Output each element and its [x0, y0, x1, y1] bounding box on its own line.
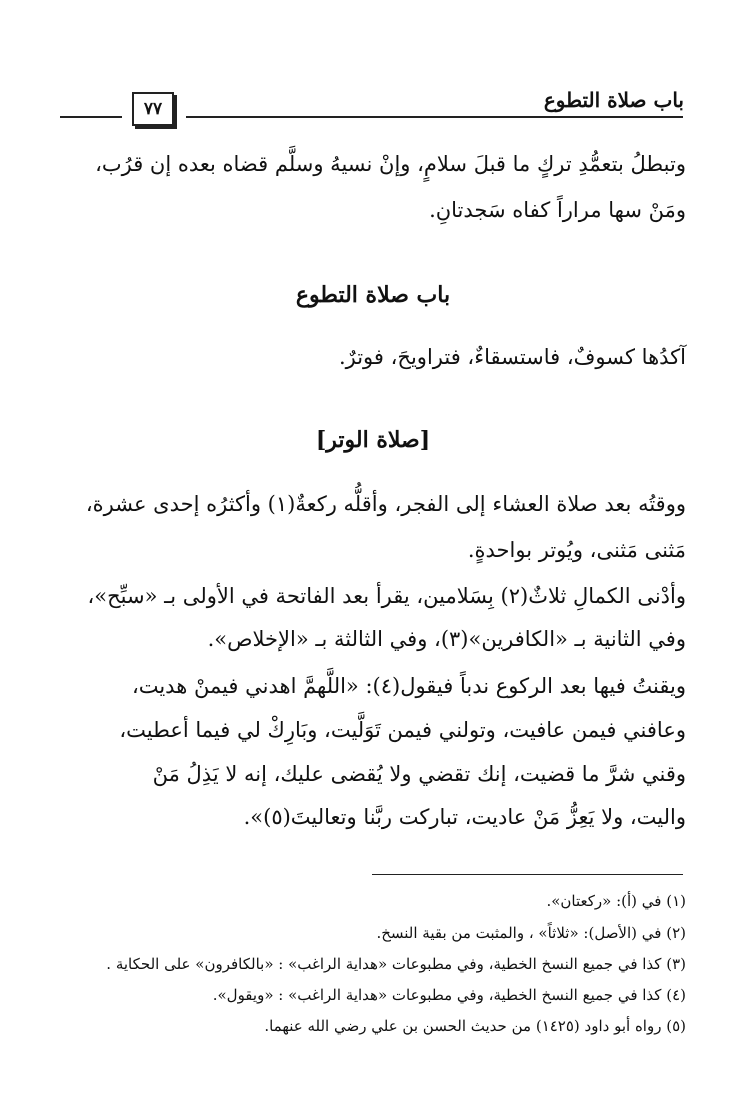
- paragraph-1-line-1: وتبطلُ بتعمُّدِ تركٍ ما قبلَ سلامٍ، وإنْ نسيهُ وسلَّم قضاه بعده إن قرُب،: [95, 152, 686, 176]
- page-number: ٧٧: [143, 99, 163, 119]
- header-rule-right: [186, 116, 683, 118]
- subsection-heading: [صلاة الوتر]: [315, 427, 431, 453]
- footnote-5: (٥) رواه أبو داود (١٤٢٥) من حديث الحسن بن علي رضي الله عنهما.: [264, 1017, 686, 1035]
- paragraph-1-line-2: ومَنْ سها مراراً كفاه سَجدتانِ.: [429, 198, 686, 222]
- running-title: باب صلاة التطوع: [543, 88, 684, 112]
- paragraph-5-line-2: وعافني فيمن عافيت، وتولني فيمن تَوَلَّيت، وبَارِكْ لي فيما أعطيت،: [119, 718, 686, 742]
- header-rule-left: [60, 116, 122, 118]
- page-number-box: [132, 92, 174, 126]
- paragraph-5-line-3: وقني شرَّ ما قضيت، إنك تقضي ولا يُقضى عليك، إنه لا يَذِلُ مَنْ: [152, 762, 686, 786]
- paragraph-5-line-4: واليت، ولا يَعِزُّ مَنْ عاديت، تباركت ربَّنا وتعاليتَ(٥)».: [243, 805, 686, 829]
- footnote-4: (٤) كذا في جميع النسخ الخطية، وفي مطبوعات «هداية الراغب» : «ويقول».: [212, 986, 686, 1004]
- paragraph-2: آكدُها كسوفٌ، فاستسقاءٌ، فتراويحَ، فوترٌ.: [338, 345, 686, 369]
- paragraph-3-line-2: مَثنى مَثنى، ويُوتر بواحدةٍ.: [467, 538, 686, 562]
- footnote-2: (٢) في (الأصل): «ثلاثاً» ، والمثبت من بقية النسخ.: [376, 924, 686, 942]
- section-heading: باب صلاة التطوع: [295, 282, 451, 308]
- paragraph-5-line-1: ويقنتُ فيها بعد الركوع ندباً فيقول(٤): «اللَّهمَّ اهدني فيمنْ هديت،: [131, 674, 686, 698]
- paragraph-3-line-1: ووقتُه بعد صلاة العشاء إلى الفجر، وأقلُّه ركعةٌ(١) وأكثرُه إحدى عشرة،: [85, 492, 686, 516]
- footnote-3: (٣) كذا في جميع النسخ الخطية، وفي مطبوعات «هداية الراغب» : «بالكافرون» على الحكاية .: [106, 955, 686, 973]
- paragraph-4-line-2: وفي الثانية بـ «الكافرين»(٣)، وفي الثالثة بـ «الإخلاص».: [207, 627, 686, 651]
- footnote-separator: [372, 874, 683, 875]
- paragraph-4-line-1: وأدْنى الكمالِ ثلاثٌ(٢) بِسَلامين، يقرأ بعد الفاتحة في الأولى بـ «سبِّح»،: [87, 584, 686, 608]
- footnote-1: (١) في (أ): «ركعتان».: [546, 892, 686, 910]
